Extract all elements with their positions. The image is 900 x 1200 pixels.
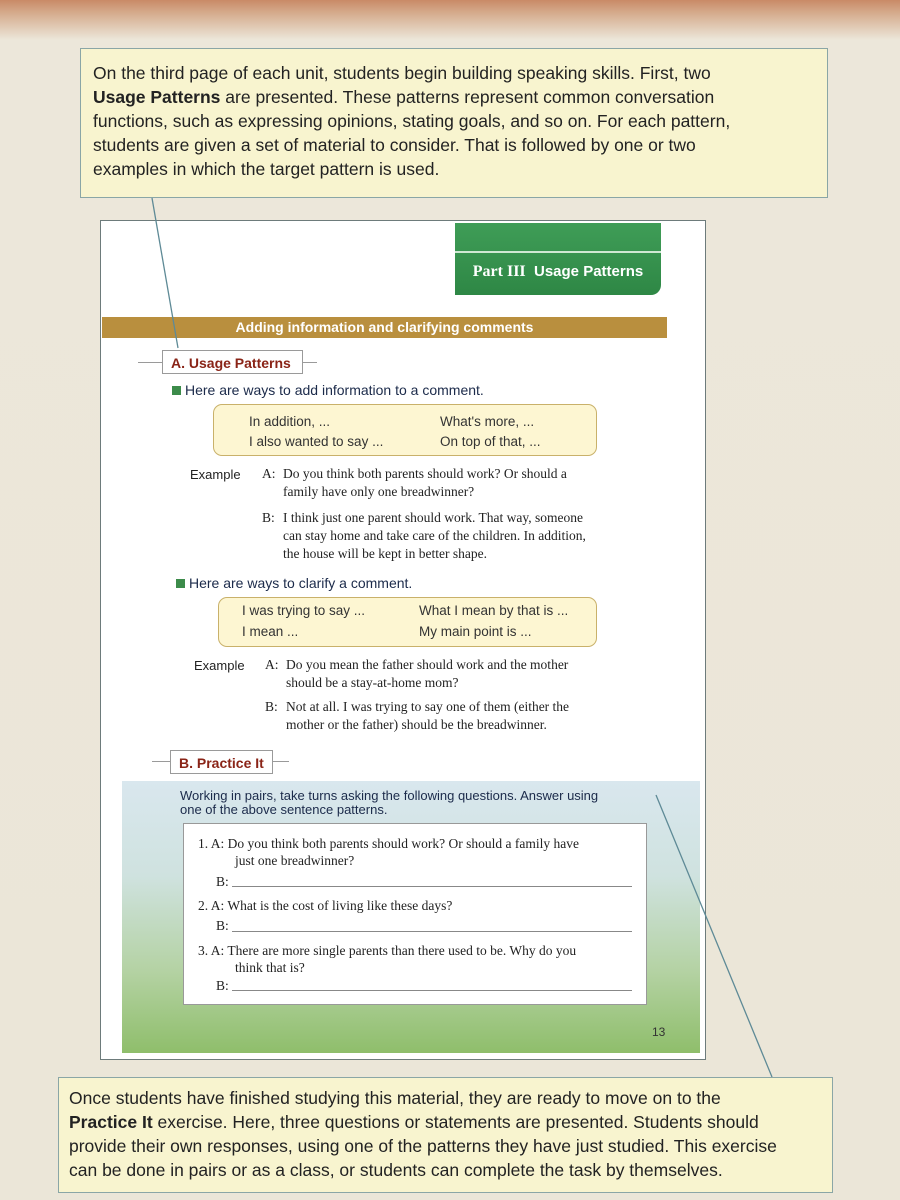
question-1: 1. A: Do you think both parents should work? Or should a family have just one breadwinner? <box>198 836 579 868</box>
section-a-heading: A. Usage Patterns <box>162 350 303 374</box>
phrase: What's more, ... <box>440 414 535 429</box>
callout-emphasis: Practice It <box>69 1112 153 1132</box>
question-2: 2. A: What is the cost of living like these days? <box>198 898 453 913</box>
callout-practice-it <box>58 1077 833 1193</box>
section-title-bar: Adding information and clarifying comments <box>102 317 667 338</box>
callout-line: examples in which the target pattern is used. <box>93 159 440 179</box>
phrase: On top of that, ... <box>440 434 541 449</box>
block-1-intro: Here are ways to add information to a comment. <box>172 382 484 398</box>
phrase: I mean ... <box>242 624 299 639</box>
page-number: 13 <box>652 1025 666 1039</box>
dialog-line-a: A: Do you mean the father should work and the mother should be a stay-at-home mom? <box>265 657 569 690</box>
dialog-line-a: A: Do you think both parents should work? Or should a family have only one breadwinner? <box>262 466 567 499</box>
phrase: In addition, ... <box>249 414 331 429</box>
callout-line: Practice It exercise. Here, three questions or statements are presented. Students should <box>69 1112 759 1132</box>
callout-line: functions, such as expressing opinions, stating goals, and so on. For each pattern, <box>93 111 731 131</box>
callout-line: students are given a set of material to consider. That is followed by one or two <box>93 135 696 155</box>
callout-line: Usage Patterns are presented. These patterns represent common conversation <box>93 87 715 107</box>
phrase: What I mean by that is ... <box>419 603 569 618</box>
block-2-intro: Here are ways to clarify a comment. <box>176 575 412 591</box>
phrase: I also wanted to say ... <box>249 434 384 449</box>
callout-line: provide their own responses, using one of the patterns they have just studied. This exercise <box>69 1136 777 1156</box>
phrase: My main point is ... <box>419 624 532 639</box>
answer-b-label: B: <box>216 978 229 993</box>
example-label: Example <box>190 467 241 482</box>
callout-line: can be done in pairs or as a class, or students can complete the task by themselves. <box>69 1160 723 1180</box>
section-b-heading: B. Practice It <box>170 750 273 774</box>
callout-line: On the third page of each unit, students begin building speaking skills. First, two <box>93 63 711 83</box>
dialog-line-b: B: I think just one parent should work. That way, someone can stay home and take care of the children. In addition, the house will be kept in better shape. <box>262 510 586 561</box>
leader-line-bottom <box>656 795 772 1077</box>
callout-emphasis: Usage Patterns <box>93 87 221 107</box>
callout-line: Once students have finished studying this material, they are ready to move on to the <box>69 1088 721 1108</box>
practice-instructions: Working in pairs, take turns asking the following questions. Answer using one of the above sentence patterns. <box>180 788 599 817</box>
phrase: I was trying to say ... <box>242 603 366 618</box>
dialog-line-b: B: Not at all. I was trying to say one of them (either the mother or the father) should be the breadwinner. <box>265 699 570 732</box>
answer-b-label: B: <box>216 874 229 889</box>
part-title: Part III Usage Patterns <box>472 263 644 280</box>
example-label: Example <box>194 658 245 673</box>
answer-b-label: B: <box>216 918 229 933</box>
leader-line-top <box>152 198 178 348</box>
question-3: 3. A: There are more single parents than there used to be. Why do you think that is? <box>198 943 577 975</box>
